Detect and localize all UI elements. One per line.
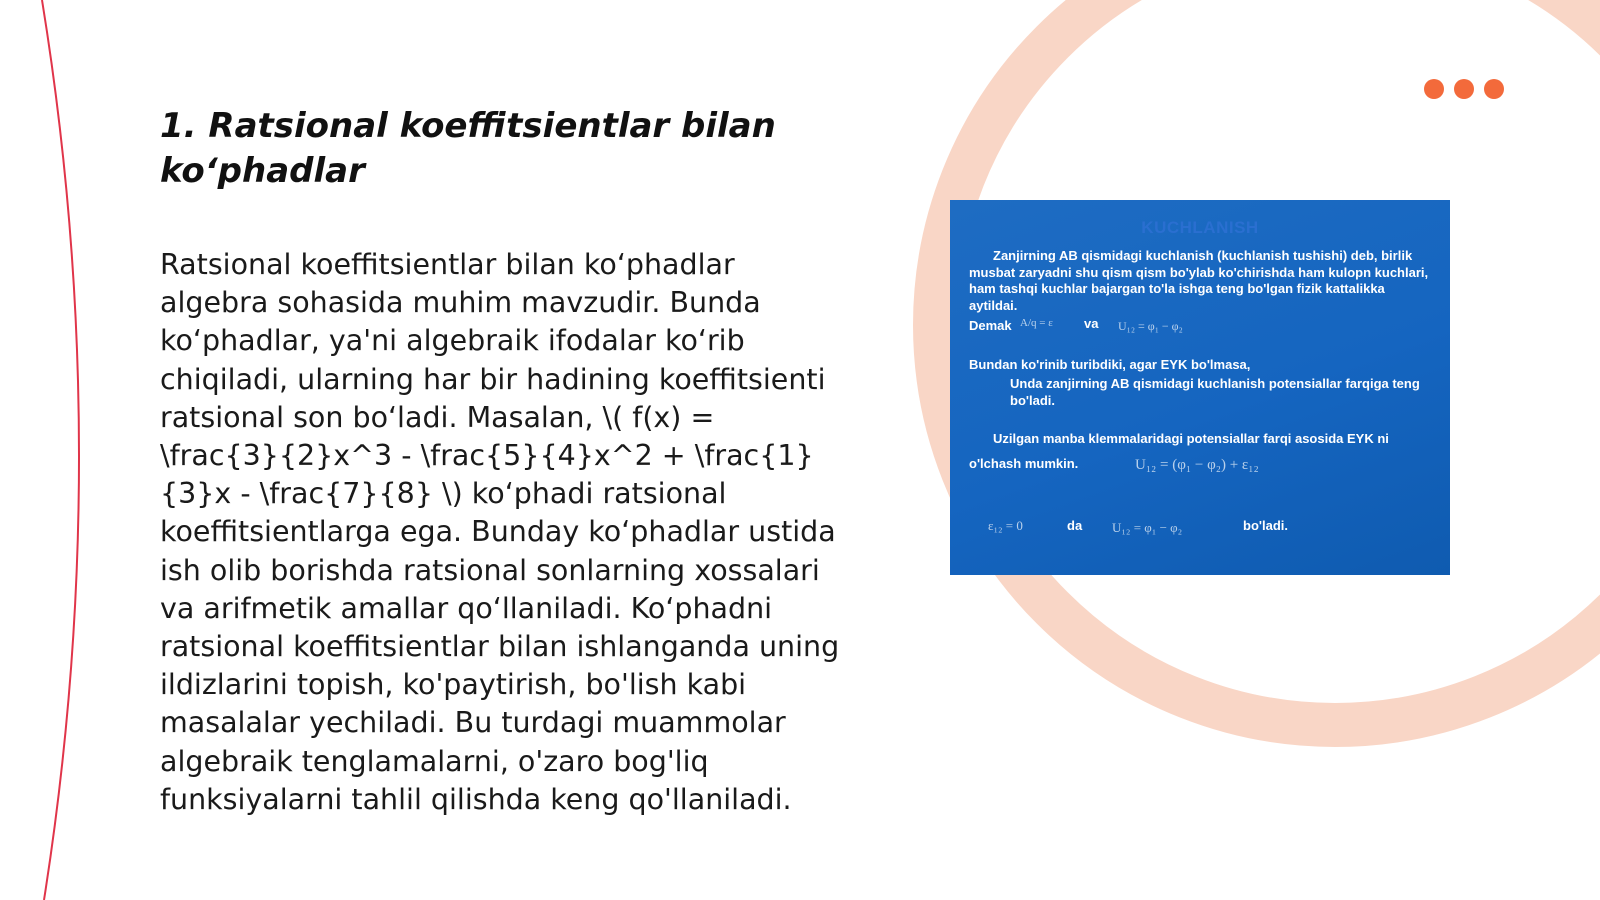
image-paragraph-1 xyxy=(969,248,1434,314)
left-red-line xyxy=(42,0,79,900)
slide-body: Ratsional koeffitsientlar bilan ko‘phadlar algebra sohasida muhim mavzudir. Bunda ko‘phadlar, ya'ni algebraik ifodalar ko‘rib chiqiladi, ularning har bir hadining koeffitsienti ratsional son bo‘ladi. Masalan, \( f(x) = \frac{3}{2}x^3 - \frac{5}{4}x^2 + \frac{1}{3}x - \frac{7}{8} \) ko‘phadi ratsional koeffitsientlarga ega. Bunday ko‘phadlar ustida ish olib borishda ratsional sonlarning xossalari va arifmetik amallar qo‘llaniladi. Ko‘phadni ratsional koeffitsientlar bilan ishlanganda uning ildizlarini topish, ko'paytirish, bo'lish kabi masalalar yechiladi. Bu turdagi muammolar algebraik tenglamalarni, o'zaro bog'liq funksiyalarni tahlil qilishda keng qo'llaniladi. xyxy=(160,248,840,816)
formula-5: U₁₂ = φ₁ − φ₂ xyxy=(1112,520,1183,535)
formula-2: U₁₂ = φ₁ − φ₂ xyxy=(1118,319,1183,333)
image-paragraph-3: Unda zanjirning AB qismidagi kuchlanish potensiallar farqiga teng bo'ladi. xyxy=(1010,376,1420,408)
dot-1 xyxy=(1424,79,1444,99)
image-paragraph-5: o'lchash mumkin. xyxy=(969,456,1079,471)
dot-2 xyxy=(1454,79,1474,99)
image-paragraph-4 xyxy=(969,431,1434,448)
demak-label: Demak xyxy=(969,318,1012,333)
boladi-label: bo'ladi. xyxy=(1243,518,1288,533)
image-heading: KUCHLANISH xyxy=(1141,218,1259,237)
image-paragraph-1-text: Zanjirning AB qismidagi kuchlanish (kuchlanish tushishi) deb, birlik musbat zaryadni shu qism qism bo'ylab ko'chirishda ham kulopn kuchlari, ham tashqi kuchlar bajargan to'la ishga teng bo'lgan fizik kattalikka aytildai. xyxy=(969,248,1429,313)
da-label: da xyxy=(1067,518,1083,533)
image-paragraph-2: Bundan ko'rinib turibdiki, agar EYK bo'lmasa, xyxy=(969,357,1251,372)
formula-3: U₁₂ = (φ₁ − φ₂) + ε₁₂ xyxy=(1135,457,1259,473)
slide-title: 1. Ratsional koeffitsientlar bilan ko‘phadlar xyxy=(160,106,776,191)
dot-3 xyxy=(1484,79,1504,99)
physics-slide-image xyxy=(950,200,1450,575)
formula-1: A/q = ε xyxy=(1020,317,1053,329)
image-paragraph-4-text: Uzilgan manba klemmalaridagi potensiallar farqi asosida EYK ni xyxy=(993,431,1389,446)
formula-4: ε₁₂ = 0 xyxy=(988,518,1023,533)
va-label: va xyxy=(1084,316,1099,331)
three-dots-icon xyxy=(1424,79,1504,99)
